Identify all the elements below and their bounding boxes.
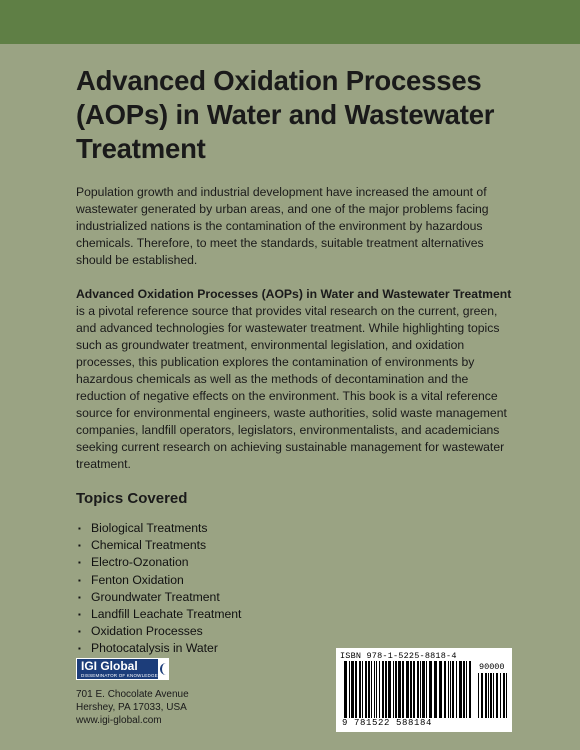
barcode-bar — [379, 661, 380, 718]
bullet-icon: ▪ — [78, 627, 81, 637]
barcode-bar — [393, 661, 394, 718]
addon-barcode-bar — [496, 673, 498, 718]
list-item — [76, 589, 512, 606]
barcode-bar — [429, 661, 432, 718]
barcode-bar — [362, 661, 363, 718]
logo-swoosh-icon — [158, 659, 168, 679]
addon-barcode-bar — [481, 673, 483, 718]
publisher-website: www.igi-global.com — [76, 715, 162, 726]
topic-label: Photocatalysis in Water — [91, 641, 218, 656]
isbn-label: ISBN 978-1-5225-8818-4 — [340, 651, 457, 661]
addon-barcode-bar — [493, 673, 494, 718]
barcode-bar — [410, 661, 412, 718]
barcode-bar — [422, 661, 425, 718]
barcode-digits: 9 781522 588184 — [342, 718, 433, 728]
barcode-bar — [359, 661, 361, 718]
barcode-bar — [365, 661, 367, 718]
publisher-address — [76, 688, 276, 727]
address-line2: Hershey, PA 17033, USA — [76, 702, 187, 713]
address-line1: 701 E. Chocolate Avenue — [76, 689, 189, 700]
logo-tagline: DISSEMINATOR OF KNOWLEDGE — [81, 673, 158, 678]
barcode-bar — [463, 661, 465, 718]
barcode-bar — [344, 661, 347, 718]
price-code: 90000 — [479, 662, 505, 672]
bullet-icon: ▪ — [78, 524, 81, 533]
bullet-icon: ▪ — [78, 610, 81, 620]
list-item — [76, 537, 512, 554]
isbn-barcode — [336, 648, 512, 732]
bullet-icon: ▪ — [78, 644, 81, 654]
barcode-bar — [469, 661, 471, 718]
list-item — [76, 572, 512, 589]
topic-label: Groundwater Treatment — [91, 589, 220, 604]
igi-global-logo — [76, 658, 169, 680]
barcode-bar — [439, 661, 442, 718]
intro-paragraph: Population growth and industrial development have increased the amount of wastewater generated by urban areas, and one of the major problems facing industrialized nations is the contamination of the environment by hazardous chemicals. Therefore, to meet the standards, suitable treatment alternatives should be established. — [76, 185, 489, 267]
barcode-bar — [406, 661, 409, 718]
addon-barcode-bar — [490, 673, 492, 718]
top-color-band — [0, 0, 580, 44]
barcode-bar — [426, 661, 427, 718]
description-bold-title: Advanced Oxidation Processes (AOPs) in Water and Wastewater Treatment — [76, 287, 512, 301]
list-item — [76, 520, 512, 537]
barcode-bar — [398, 661, 401, 718]
barcode-bar — [385, 661, 387, 718]
addon-barcode-bar — [506, 673, 507, 718]
book-title: Advanced Oxidation Processes (AOPs) in Water and Wastewater Treatment — [76, 65, 495, 164]
barcode-bar — [402, 661, 404, 718]
list-item — [76, 606, 512, 623]
barcode-bar — [388, 661, 391, 718]
description-paragraph — [76, 286, 512, 473]
back-cover-content — [76, 64, 512, 658]
addon-barcode-bar — [500, 673, 501, 718]
barcode-bar — [351, 661, 354, 718]
barcode-bar — [382, 661, 384, 718]
bullet-icon: ▪ — [78, 592, 81, 602]
barcode-bar — [448, 661, 449, 718]
logo-main-text: IGI Global — [81, 659, 138, 673]
barcode-bars-icon — [344, 661, 472, 718]
barcode-bar — [417, 661, 419, 718]
barcode-bar — [434, 661, 437, 718]
bullet-icon: ▪ — [78, 558, 81, 568]
topic-label: Electro-Ozonation — [91, 555, 189, 570]
barcode-bar — [459, 661, 462, 718]
list-item — [76, 623, 512, 640]
barcode-bar — [374, 661, 375, 718]
barcode-bar — [466, 661, 467, 718]
addon-barcode-bar — [488, 673, 489, 718]
addon-barcode-bars-icon — [478, 673, 508, 718]
addon-barcode-bar — [485, 673, 487, 718]
addon-barcode-bar — [478, 673, 479, 718]
bullet-icon: ▪ — [78, 541, 81, 551]
barcode-bar — [444, 661, 446, 718]
description-text: is a pivotal reference source that provides vital research on the current, green, and advanced technologies for wastewater treatment. While highlighting topics such as groundwater treatment, environmental legislation, and oxidation processes, this publication explores the contamination of environments by hazardous chemicals as well as the methods of decontamination and the reduction of negative effects on the environment. This book is a vital reference source for environmental engineers, waste authorities, solid waste management companies, landfill operators, legislators, environmentalists, and academicians seeking current research on achieving sustainable management for wastewater treatment. — [76, 304, 507, 471]
barcode-bar — [395, 661, 397, 718]
barcode-bar — [376, 661, 377, 718]
publisher-block — [76, 657, 276, 727]
barcode-bar — [355, 661, 357, 718]
topic-label: Biological Treatments — [91, 521, 208, 535]
barcode-bar — [420, 661, 421, 718]
barcode-bar — [368, 661, 370, 718]
barcode-bar — [456, 661, 457, 718]
bullet-icon: ▪ — [78, 575, 81, 585]
topic-label: Chemical Treatments — [91, 538, 207, 553]
topics-list — [76, 520, 512, 658]
logo-text-block — [77, 659, 158, 679]
topic-label: Landfill Leachate Treatment — [91, 607, 242, 622]
topic-label: Fenton Oxidation — [91, 572, 184, 587]
topic-label: Oxidation Processes — [91, 624, 203, 639]
barcode-bar — [450, 661, 451, 718]
list-item — [76, 554, 512, 571]
barcode-bar — [349, 661, 350, 718]
addon-barcode-bar — [503, 673, 505, 718]
topics-heading: Topics Covered — [76, 490, 188, 507]
barcode-bar — [452, 661, 454, 718]
barcode-bar — [413, 661, 415, 718]
barcode-bar — [371, 661, 372, 718]
